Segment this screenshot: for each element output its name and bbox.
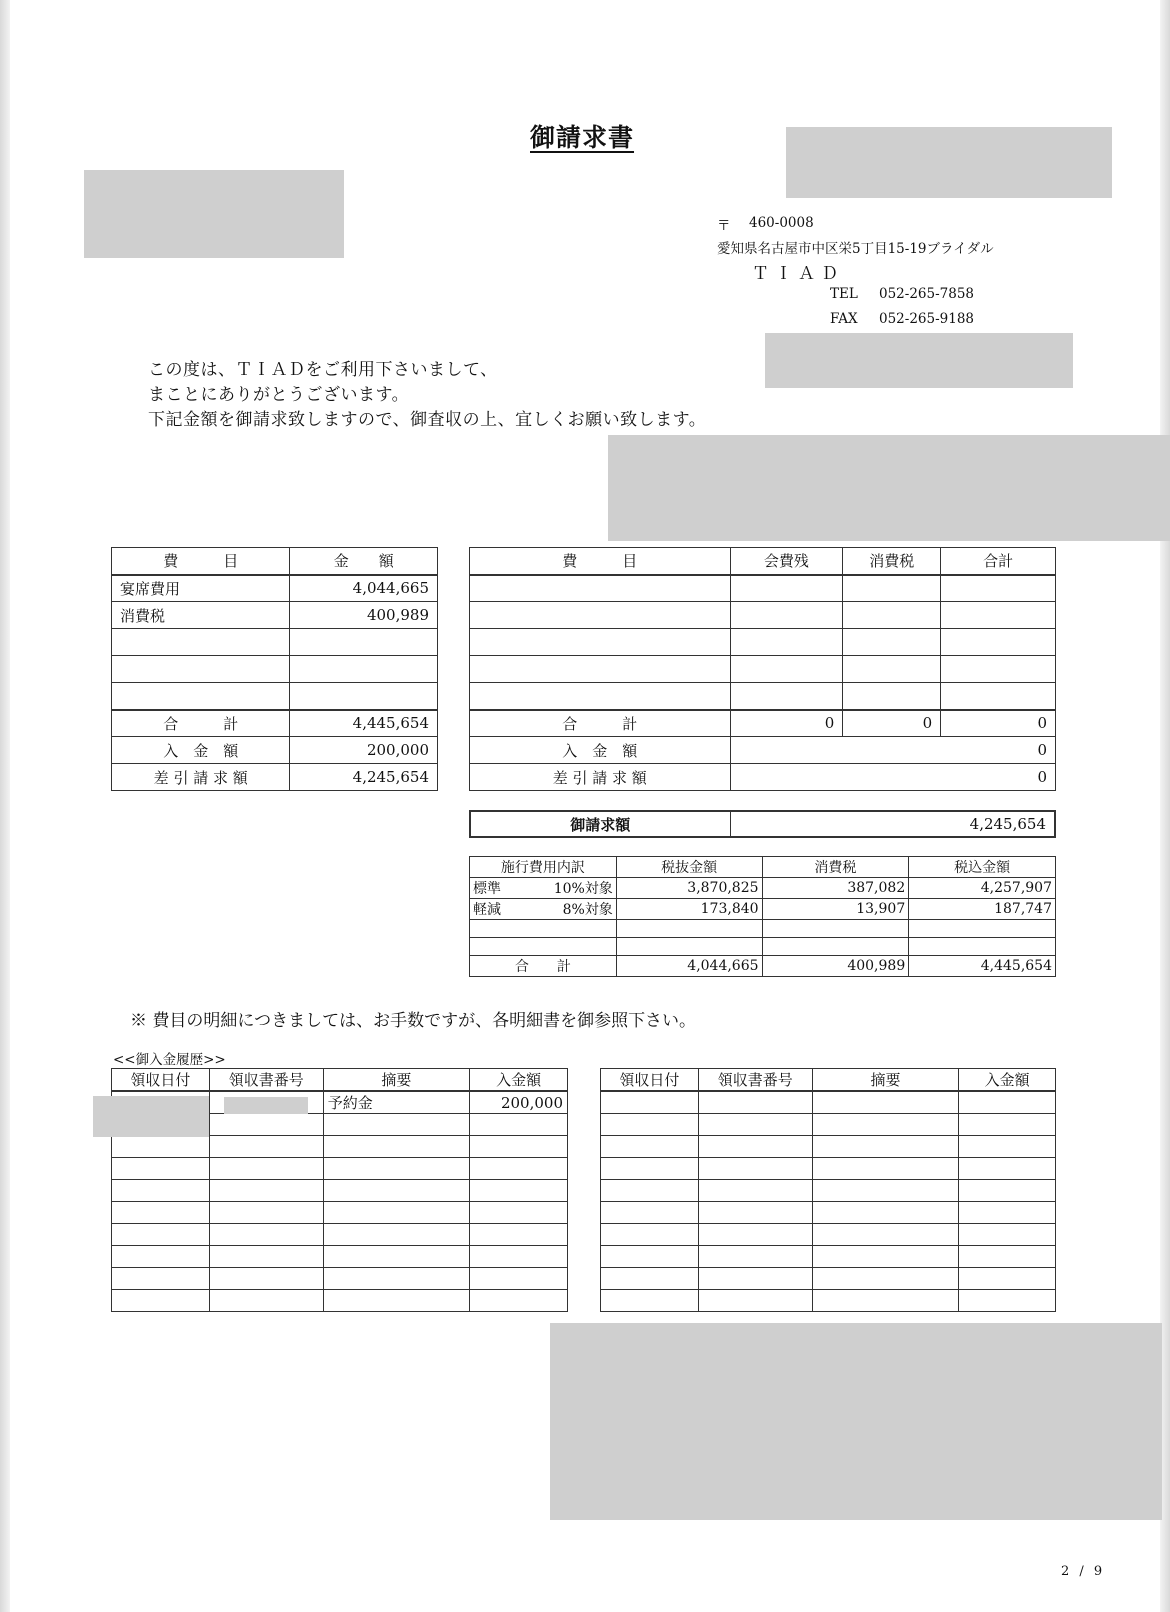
total-amount: 4,445,654 <box>290 710 438 737</box>
empty-cell <box>812 1201 958 1223</box>
empty-cell <box>959 1157 1056 1179</box>
invoice-amount-value: 4,245,654 <box>730 811 1055 837</box>
empty-cell <box>601 1135 699 1157</box>
empty-cell <box>112 1246 210 1268</box>
empty-cell <box>323 1268 469 1290</box>
tax-amount: 387,082 <box>762 878 909 899</box>
item-amount: 4,044,665 <box>290 575 438 602</box>
empty-cell <box>470 602 731 629</box>
balance-amount: 4,245,654 <box>290 764 438 791</box>
tax-category-cell <box>470 878 617 899</box>
empty-cell <box>812 1179 958 1201</box>
empty-cell <box>601 1113 699 1135</box>
empty-cell <box>941 683 1056 710</box>
empty-cell <box>323 1224 469 1246</box>
total-label: 合 計 <box>470 956 617 977</box>
empty-cell <box>843 683 941 710</box>
empty-cell <box>209 1180 323 1202</box>
empty-cell <box>698 1113 812 1135</box>
tel-number: 052-265-7858 <box>879 286 975 302</box>
deposit-label: 入 金 額 <box>470 737 731 764</box>
header-cell: 合計 <box>941 548 1056 575</box>
empty-cell <box>730 575 843 602</box>
greeting-line: この度は、ＴＩＡＤをご利用下さいまして、 <box>148 360 498 380</box>
empty-cell <box>470 1114 568 1136</box>
empty-cell <box>112 1136 210 1158</box>
empty-cell <box>843 575 941 602</box>
excl-amount: 173,840 <box>616 899 762 920</box>
empty-cell <box>209 1202 323 1224</box>
header-cell: 入金額 <box>470 1069 568 1092</box>
empty-cell <box>470 1158 568 1180</box>
empty-cell <box>470 1180 568 1202</box>
header-cell: 摘要 <box>812 1069 958 1092</box>
empty-cell <box>812 1245 958 1267</box>
empty-cell <box>843 656 941 683</box>
tax-amount: 13,907 <box>762 899 909 920</box>
empty-cell <box>112 629 290 656</box>
empty-cell <box>470 683 731 710</box>
empty-cell <box>290 656 438 683</box>
empty-cell <box>601 1091 699 1113</box>
empty-cell <box>470 1136 568 1158</box>
empty-cell <box>698 1267 812 1289</box>
empty-cell <box>209 1246 323 1268</box>
empty-cell <box>616 938 762 956</box>
header-cell: 入金額 <box>959 1069 1056 1092</box>
document-title: 御請求書 <box>530 123 635 152</box>
empty-cell <box>290 629 438 656</box>
header-cell: 金 額 <box>290 548 438 575</box>
balance-label: 差 引 請 求 額 <box>112 764 290 791</box>
empty-cell <box>730 602 843 629</box>
empty-cell <box>959 1289 1056 1311</box>
payment-history-label: <<御入金履歴>> <box>113 1052 226 1068</box>
greeting-line: 下記金額を御請求致しますので、御査収の上、宜しくお願い致します。 <box>148 410 707 430</box>
empty-cell <box>290 683 438 710</box>
tax-category-cell <box>470 899 617 920</box>
empty-cell <box>959 1245 1056 1267</box>
fax-label: FAX <box>830 311 858 327</box>
postal-code: 460-0008 <box>749 215 814 231</box>
empty-cell <box>470 938 617 956</box>
empty-cell <box>209 1158 323 1180</box>
header-cell: 費 目 <box>470 548 731 575</box>
header-cell: 費 目 <box>112 548 290 575</box>
redaction-block <box>765 333 1073 388</box>
total-value: 0 <box>843 710 941 737</box>
total-value: 0 <box>941 710 1056 737</box>
empty-cell <box>698 1223 812 1245</box>
header-cell: 税込金額 <box>909 857 1056 878</box>
empty-cell <box>959 1135 1056 1157</box>
header-cell: 会費残 <box>730 548 843 575</box>
empty-cell <box>601 1223 699 1245</box>
redaction-block <box>550 1323 1162 1520</box>
empty-cell <box>470 629 731 656</box>
billing-summary-table <box>111 547 438 791</box>
payment-history-table-right <box>600 1068 1056 1312</box>
empty-cell <box>112 683 290 710</box>
redaction-block <box>608 435 1170 541</box>
empty-cell <box>209 1114 323 1136</box>
total-incl: 4,445,654 <box>909 956 1056 977</box>
empty-cell <box>601 1267 699 1289</box>
empty-cell <box>112 1290 210 1312</box>
empty-cell <box>616 920 762 938</box>
empty-cell <box>209 1136 323 1158</box>
page-edge-left <box>0 0 10 1612</box>
empty-cell <box>112 1224 210 1246</box>
empty-cell <box>323 1202 469 1224</box>
empty-cell <box>112 1268 210 1290</box>
fax-number: 052-265-9188 <box>879 311 975 327</box>
membership-summary-table <box>469 547 1056 791</box>
redaction-block <box>93 1096 209 1137</box>
empty-cell <box>843 602 941 629</box>
empty-cell <box>812 1091 958 1113</box>
deposit-label: 入 金 額 <box>112 737 290 764</box>
postal-mark: 〒 <box>717 218 731 234</box>
total-value: 0 <box>730 710 843 737</box>
empty-cell <box>209 1268 323 1290</box>
empty-cell <box>959 1267 1056 1289</box>
deposit-amount: 200,000 <box>290 737 438 764</box>
tax-rate: 8%対象 <box>562 902 613 918</box>
total-tax: 400,989 <box>762 956 909 977</box>
header-cell: 領収書番号 <box>209 1069 323 1092</box>
empty-cell <box>323 1158 469 1180</box>
empty-cell <box>812 1289 958 1311</box>
empty-cell <box>941 629 1056 656</box>
balance-amount: 0 <box>730 764 1056 791</box>
item-label: 宴席費用 <box>112 575 290 602</box>
incl-amount: 187,747 <box>909 899 1056 920</box>
redaction-block <box>224 1097 308 1114</box>
total-excl: 4,044,665 <box>616 956 762 977</box>
empty-cell <box>909 920 1056 938</box>
empty-cell <box>698 1201 812 1223</box>
empty-cell <box>698 1091 812 1113</box>
empty-cell <box>698 1157 812 1179</box>
empty-cell <box>812 1157 958 1179</box>
incl-amount: 4,257,907 <box>909 878 1056 899</box>
empty-cell <box>601 1157 699 1179</box>
redaction-block <box>786 127 1112 198</box>
empty-cell <box>470 1202 568 1224</box>
empty-cell <box>323 1180 469 1202</box>
payment-memo: 予約金 <box>323 1091 469 1114</box>
empty-cell <box>812 1267 958 1289</box>
empty-cell <box>323 1136 469 1158</box>
empty-cell <box>470 656 731 683</box>
empty-cell <box>941 656 1056 683</box>
balance-label: 差 引 請 求 額 <box>470 764 731 791</box>
empty-cell <box>698 1179 812 1201</box>
empty-cell <box>112 1180 210 1202</box>
empty-cell <box>698 1135 812 1157</box>
empty-cell <box>323 1290 469 1312</box>
empty-cell <box>812 1113 958 1135</box>
total-label: 合 計 <box>470 710 731 737</box>
tel-label: TEL <box>830 286 858 302</box>
company-name: ＴＩＡＤ <box>752 264 844 284</box>
empty-cell <box>470 575 731 602</box>
empty-cell <box>959 1201 1056 1223</box>
sender-address: 愛知県名古屋市中区栄5丁目15-19ブライダル <box>717 241 994 257</box>
page-number: 2 / 9 <box>1061 1564 1106 1579</box>
empty-cell <box>601 1201 699 1223</box>
item-label: 消費税 <box>112 602 290 629</box>
payment-amount: 200,000 <box>470 1091 568 1114</box>
empty-cell <box>730 683 843 710</box>
empty-cell <box>843 629 941 656</box>
header-cell: 消費税 <box>762 857 909 878</box>
empty-cell <box>909 938 1056 956</box>
tax-category: 標準 <box>473 881 501 897</box>
empty-cell <box>959 1223 1056 1245</box>
empty-cell <box>112 656 290 683</box>
invoice-amount-table <box>469 810 1056 838</box>
empty-cell <box>112 1158 210 1180</box>
empty-cell <box>941 602 1056 629</box>
empty-cell <box>209 1224 323 1246</box>
empty-cell <box>812 1223 958 1245</box>
empty-cell <box>323 1246 469 1268</box>
empty-cell <box>730 629 843 656</box>
header-cell: 摘要 <box>323 1069 469 1092</box>
empty-cell <box>941 575 1056 602</box>
item-amount: 400,989 <box>290 602 438 629</box>
total-label: 合 計 <box>112 710 290 737</box>
redaction-block <box>84 170 344 258</box>
header-cell: 施行費用内訳 <box>470 857 617 878</box>
empty-cell <box>698 1245 812 1267</box>
empty-cell <box>698 1289 812 1311</box>
deposit-amount: 0 <box>730 737 1056 764</box>
empty-cell <box>470 1290 568 1312</box>
detail-note: ※ 費目の明細につきましては、お手数ですが、各明細書を御参照下さい。 <box>130 1011 697 1031</box>
empty-cell <box>323 1114 469 1136</box>
tax-rate: 10%対象 <box>553 881 613 897</box>
header-cell: 領収日付 <box>601 1069 699 1092</box>
empty-cell <box>601 1179 699 1201</box>
excl-amount: 3,870,825 <box>616 878 762 899</box>
invoice-amount-label: 御請求額 <box>470 811 730 837</box>
greeting-line: まことにありがとうございます。 <box>148 385 410 405</box>
empty-cell <box>470 1224 568 1246</box>
tax-breakdown-table <box>469 856 1056 977</box>
empty-cell <box>812 1135 958 1157</box>
header-cell: 領収書番号 <box>698 1069 812 1092</box>
empty-cell <box>762 920 909 938</box>
empty-cell <box>730 656 843 683</box>
empty-cell <box>601 1245 699 1267</box>
empty-cell <box>470 1246 568 1268</box>
header-cell: 税抜金額 <box>616 857 762 878</box>
header-cell: 消費税 <box>843 548 941 575</box>
empty-cell <box>601 1289 699 1311</box>
empty-cell <box>209 1290 323 1312</box>
empty-cell <box>959 1113 1056 1135</box>
empty-cell <box>959 1179 1056 1201</box>
empty-cell <box>112 1202 210 1224</box>
header-cell: 領収日付 <box>112 1069 210 1092</box>
empty-cell <box>762 938 909 956</box>
empty-cell <box>959 1091 1056 1113</box>
empty-cell <box>470 920 617 938</box>
empty-cell <box>470 1268 568 1290</box>
tax-category: 軽減 <box>473 902 501 918</box>
